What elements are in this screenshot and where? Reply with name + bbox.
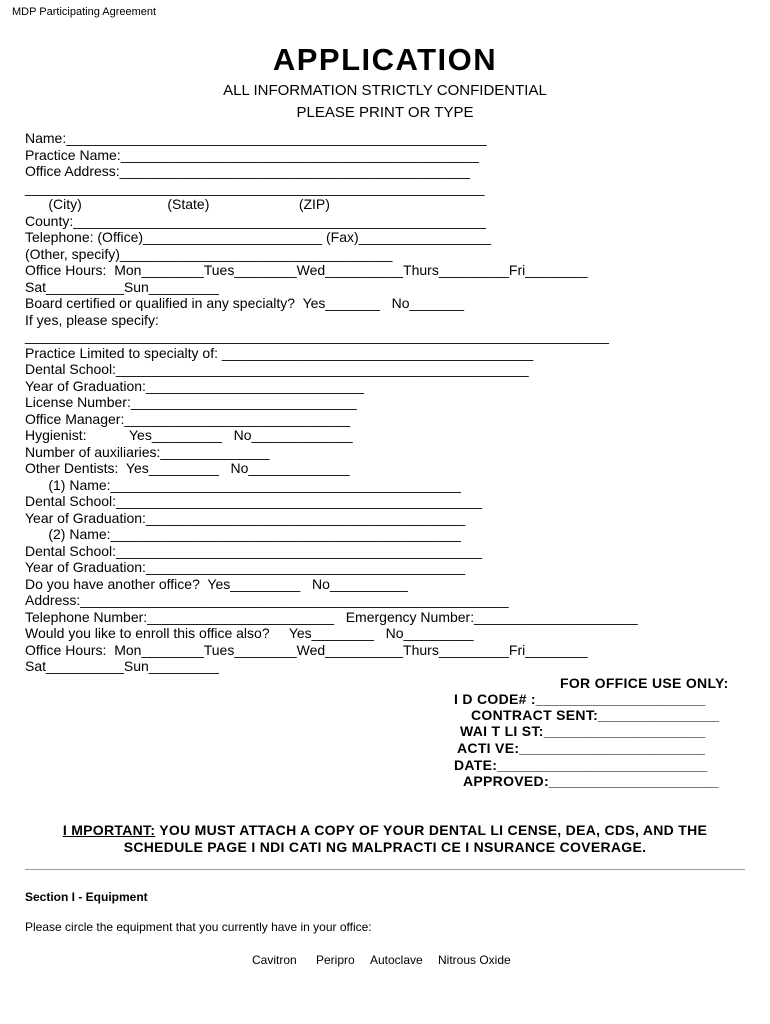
page-title: APPLICATION [272, 42, 498, 77]
field-other-phone[interactable]: (Other, specify)___________________________________ [25, 246, 393, 262]
important-line1: YOU MUST ATTACH A COPY OF YOUR DENTAL LI CENSE, DEA, CDS, AND THE [155, 822, 708, 838]
field-dentist1-name[interactable]: (1) Name:_____________________________________________ [25, 477, 461, 493]
field-address-line2[interactable]: ___________________________________________________________ [25, 180, 485, 196]
field-dentist1-year[interactable]: Year of Graduation:_________________________________________ [25, 510, 466, 526]
field-dentist2-name[interactable]: (2) Name:_____________________________________________ [25, 526, 461, 542]
field-second-office-hours[interactable]: Office Hours: Mon________Tues________Wed__________Thurs_________Fri________ [25, 642, 588, 658]
field-office-address[interactable]: Office Address:_____________________________________________ [25, 163, 471, 179]
important-line2: SCHEDULE PAGE I NDI CATI NG MALPRACTI CE I NSURANCE COVERAGE. [123, 839, 647, 855]
field-second-address[interactable]: Address:_______________________________________________________ [25, 592, 509, 608]
section-divider [25, 869, 745, 870]
field-practice-limited[interactable]: Practice Limited to specialty of: ________________________________________ [25, 345, 534, 361]
field-dental-school[interactable]: Dental School:_____________________________________________________ [25, 361, 529, 377]
office-wait-list[interactable]: WAI T LI ST:____________________ [460, 723, 706, 739]
office-date[interactable]: DATE:__________________________ [454, 757, 708, 773]
field-dentist2-year[interactable]: Year of Graduation:_________________________________________ [25, 559, 466, 575]
field-year-graduation[interactable]: Year of Graduation:____________________________ [25, 378, 364, 394]
field-board-certified[interactable]: Board certified or qualified in any specialty? Yes_______ No_______ [25, 295, 464, 311]
field-auxiliaries[interactable]: Number of auxiliaries:______________ [25, 444, 270, 460]
address-sublabels: (City) (State) (ZIP) [25, 196, 330, 212]
field-practice-name[interactable]: Practice Name:______________________________________________ [25, 147, 479, 163]
field-weekend-hours[interactable]: Sat__________Sun_________ [25, 279, 219, 295]
field-license-number[interactable]: License Number:_____________________________ [25, 394, 357, 410]
office-id-code[interactable]: I D CODE# :_____________________ [454, 691, 706, 707]
field-name[interactable]: Name:______________________________________________________ [25, 130, 487, 146]
equipment-instruction: Please circle the equipment that you currently have in your office: [25, 920, 372, 934]
field-another-office[interactable]: Do you have another office? Yes_________ No__________ [25, 576, 408, 592]
equipment-nitrous-oxide[interactable]: Nitrous Oxide [438, 953, 511, 967]
field-other-dentists[interactable]: Other Dentists: Yes_________ No_____________ [25, 460, 350, 476]
field-dentist1-school[interactable]: Dental School:_______________________________________________ [25, 493, 483, 509]
office-use-heading: FOR OFFICE USE ONLY: [560, 675, 729, 691]
print-instruction: PLEASE PRINT OR TYPE [296, 104, 474, 121]
equipment-peripro[interactable]: Peripro [316, 953, 355, 967]
equipment-autoclave[interactable]: Autoclave [370, 953, 423, 967]
field-county[interactable]: County:_____________________________________________________ [25, 213, 486, 229]
field-telephone-emergency[interactable]: Telephone Number:________________________ Emergency Number:_____________________ [25, 609, 638, 625]
office-contract-sent[interactable]: CONTRACT SENT:_______________ [471, 707, 720, 723]
field-dentist2-school[interactable]: Dental School:_______________________________________________ [25, 543, 483, 559]
field-second-weekend-hours[interactable]: Sat__________Sun_________ [25, 658, 219, 674]
important-label: I MPORTANT: [62, 822, 156, 838]
specify-label: If yes, please specify: [25, 312, 159, 328]
office-active[interactable]: ACTI VE:_______________________ [457, 740, 706, 756]
running-header: MDP Participating Agreement [12, 6, 157, 18]
confidential-notice: ALL INFORMATION STRICTLY CONFIDENTIAL [223, 82, 547, 99]
field-specialty-specify[interactable]: ___________________________________________________________________________ [25, 328, 609, 344]
important-notice [0, 822, 770, 839]
equipment-cavitron[interactable]: Cavitron [252, 953, 297, 967]
field-hygienist[interactable]: Hygienist: Yes_________ No_____________ [25, 427, 353, 443]
section-title: Section I - Equipment [25, 890, 148, 904]
field-enroll-office[interactable]: Would you like to enroll this office also? Yes________ No_________ [25, 625, 474, 641]
field-office-manager[interactable]: Office Manager:_____________________________ [25, 411, 351, 427]
field-telephone[interactable]: Telephone: (Office)_______________________ (Fax)_________________ [25, 229, 492, 245]
field-office-hours[interactable]: Office Hours: Mon________Tues________Wed__________Thurs_________Fri________ [25, 262, 588, 278]
office-approved[interactable]: APPROVED:_____________________ [463, 773, 719, 789]
